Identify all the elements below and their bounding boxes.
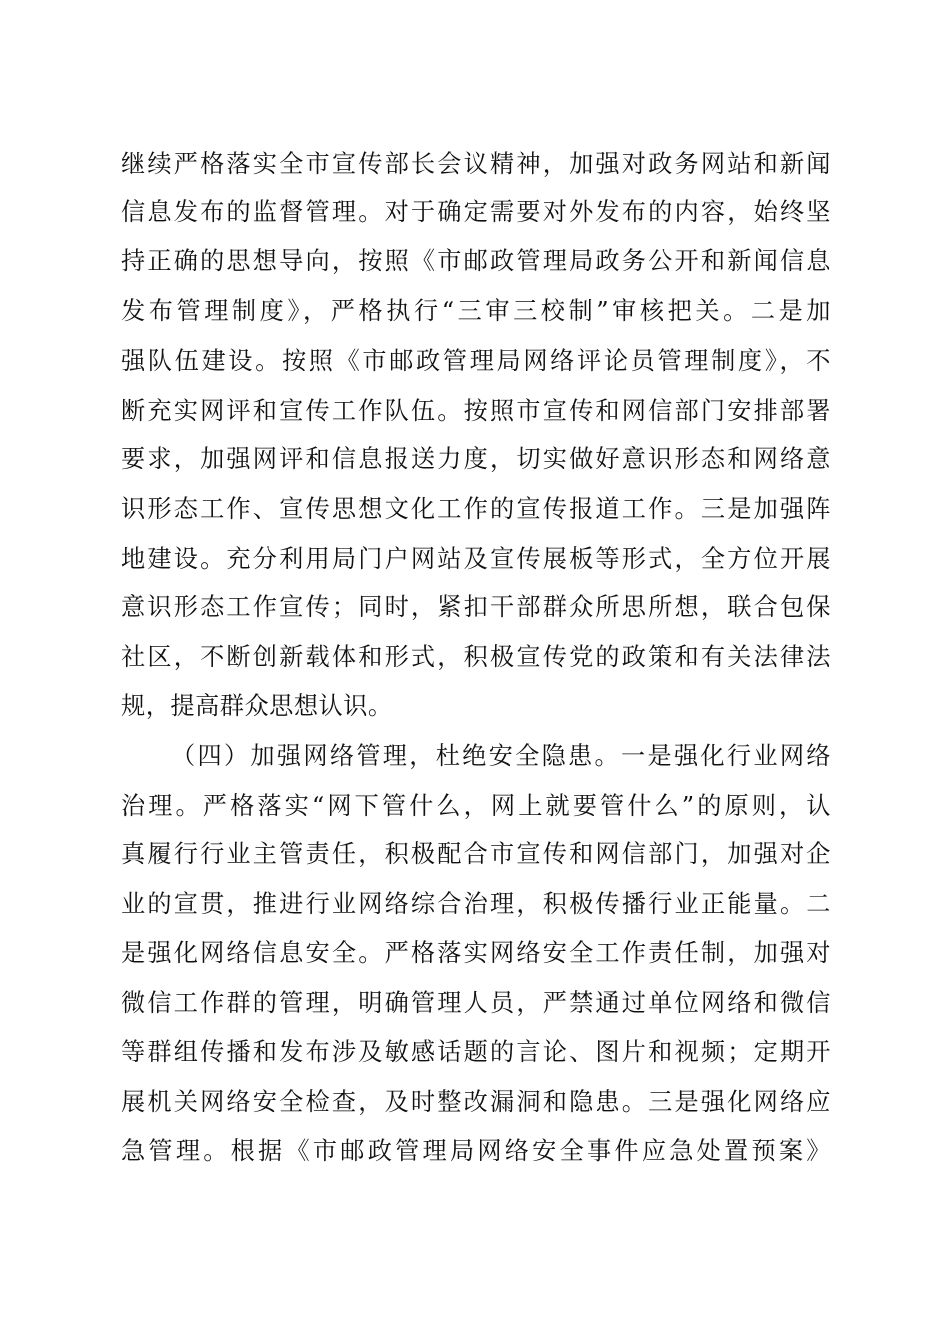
- text-line: 展机关网络安全检查，及时整改漏洞和隐患。三是强化网络应: [121, 1088, 831, 1116]
- text-line: 信息发布的监督管理。对于确定需要对外发布的内容，始终坚: [121, 198, 831, 226]
- text-line: 持正确的思想导向，按照《市邮政管理局政务公开和新闻信息: [121, 247, 831, 275]
- text-line: 治理。严格落实“网下管什么，网上就要管什么”的原则，认: [121, 792, 831, 820]
- paragraph-end-line: 规，提高群众思想认识。: [121, 692, 393, 720]
- text-line: 强队伍建设。按照《市邮政管理局网络评论员管理制度》，不: [121, 347, 831, 375]
- text-line: 急管理。根据《市邮政管理局网络安全事件应急处置预案》: [121, 1137, 831, 1165]
- text-line: 地建设。充分利用局门户网站及宣传展板等形式，全方位开展: [121, 545, 831, 573]
- text-line: 真履行行业主管责任，积极配合市宣传和网信部门，加强对企: [121, 840, 831, 868]
- text-line: 断充实网评和宣传工作队伍。按照市宣传和网信部门安排部署: [121, 397, 831, 425]
- text-line: 识形态工作、宣传思想文化工作的宣传报道工作。三是加强阵: [121, 495, 831, 523]
- text-line: 要求，加强网评和信息报送力度，切实做好意识形态和网络意: [121, 445, 831, 473]
- text-line: 意识形态工作宣传；同时，紧扣干部群众所思所想，联合包保: [121, 593, 831, 621]
- text-line: 社区，不断创新载体和形式，积极宣传党的政策和有关法律法: [121, 643, 831, 671]
- text-line: 是强化网络信息安全。严格落实网络安全工作责任制，加强对: [121, 939, 831, 967]
- text-line: 业的宣贯，推进行业网络综合治理，积极传播行业正能量。二: [121, 890, 831, 918]
- text-line: 等群组传播和发布涉及敏感话题的言论、图片和视频；定期开: [121, 1038, 831, 1066]
- text-line: 发布管理制度》，严格执行“三审三校制”审核把关。二是加: [121, 297, 831, 325]
- section-heading-line: （四）加强网络管理，杜绝安全隐患。一是强化行业网络: [171, 742, 831, 770]
- text-line: 继续严格落实全市宣传部长会议精神，加强对政务网站和新闻: [121, 150, 831, 178]
- text-line: 微信工作群的管理，明确管理人员，严禁通过单位网络和微信: [121, 989, 831, 1017]
